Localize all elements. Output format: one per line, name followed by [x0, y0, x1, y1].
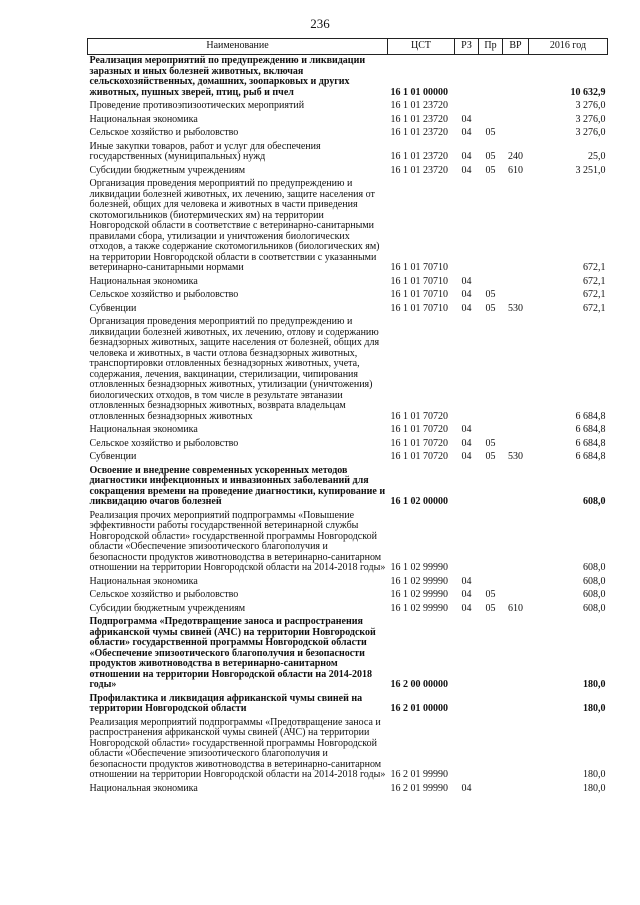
table-row: [88, 141, 608, 165]
table-row: [88, 316, 608, 424]
row-name: Сельское хозяйство и рыболовство: [89, 289, 239, 300]
row-cst: 16 1 02 00000: [390, 496, 448, 507]
row-pr: 05: [485, 451, 496, 462]
row-amount: 608,0: [583, 562, 606, 573]
table-row: [88, 438, 608, 452]
row-rz: [455, 100, 479, 114]
row-amount: 608,0: [583, 589, 606, 600]
row-amount: 6 684,8: [575, 410, 606, 422]
row-vr: [503, 783, 529, 797]
row-vr: [503, 693, 529, 717]
row-amount: 180,0: [583, 782, 606, 794]
row-pr: [479, 510, 503, 576]
row-cst: 16 1 01 23720: [390, 164, 448, 176]
row-cst: 16 1 01 23720: [390, 113, 448, 125]
row-amount: 672,1: [583, 289, 606, 300]
table-row: [88, 289, 608, 303]
row-pr: [479, 424, 503, 438]
header-amount: 2016 год: [529, 39, 608, 55]
row-cst: 16 1 02 99990: [390, 602, 448, 614]
row-amount: 3 251,0: [575, 164, 606, 176]
row-amount: 3 276,0: [575, 100, 606, 111]
table-row: [88, 717, 608, 783]
row-rz: [455, 316, 479, 424]
row-amount: 3 276,0: [575, 113, 606, 125]
row-rz: 04: [461, 127, 472, 138]
row-vr: [503, 100, 529, 114]
row-cst: 16 2 00 00000: [390, 679, 448, 690]
row-amount: 608,0: [583, 496, 606, 507]
row-pr: 05: [485, 164, 496, 176]
row-name: Подпрограмма «Предотвращение заноса и распространения африканской чумы свиней (АЧС) на территории Новгородской области» государственной программы Новгородской области «Обеспечение эпизоотического благополучия и безопасности продуктов животноводства в ветеринарно-санитарном отношении на территории Новгородской области на 2014-2018 годы»: [89, 616, 376, 690]
row-name: Организация проведения мероприятий по предупреждению и ликвидации болезней животных, их лечению, защите населения от болезней, общих для человека и животных в части приведения скотомогильников (биотермических ям) на территории Новгородской области в соответствие с ветеринарно-санитарными правилами сбора, утилизации и уничтожения биологических отходов, а также содержание скотомогильников (биологических ям) на территории Новгородской области в соответствии с указанными ветеринарно-санитарными нормами: [89, 178, 380, 273]
row-name: Профилактика и ликвидация африканской чумы свиней на территории Новгородской области: [89, 692, 363, 714]
header-pr: Пр: [479, 39, 503, 55]
row-name: Национальная экономика: [89, 424, 198, 435]
row-name: Субсидии бюджетным учреждениям: [89, 602, 246, 614]
row-rz: 04: [461, 113, 472, 125]
row-pr: 05: [485, 289, 496, 300]
row-cst: 16 1 01 23720: [390, 151, 448, 162]
row-name: Субвенции: [89, 302, 137, 314]
table-row: [88, 303, 608, 317]
row-name: Национальная экономика: [89, 782, 198, 794]
row-cst: 16 1 01 70720: [390, 424, 448, 435]
row-vr: 530: [508, 302, 523, 314]
table-row: [88, 576, 608, 590]
row-amount: 180,0: [583, 769, 606, 780]
row-vr: [503, 576, 529, 590]
row-name: Национальная экономика: [89, 575, 198, 587]
table-row: [88, 783, 608, 797]
row-name: Субвенции: [89, 451, 137, 462]
table-row: [88, 114, 608, 128]
header-cst: ЦСТ: [388, 39, 455, 55]
row-rz: 04: [461, 602, 472, 614]
row-name: Проведение противоэпизоотических мероприятий: [89, 100, 305, 111]
row-pr: 05: [485, 589, 496, 600]
table-row: [88, 616, 608, 693]
row-amount: 6 684,8: [575, 424, 606, 435]
row-amount: 6 684,8: [575, 451, 606, 462]
row-vr: [503, 178, 529, 276]
header-rz: РЗ: [455, 39, 479, 55]
row-vr: [503, 510, 529, 576]
row-vr: [503, 127, 529, 141]
row-pr: 05: [485, 437, 496, 449]
row-rz: 04: [461, 289, 472, 300]
row-pr: [479, 316, 503, 424]
row-cst: 16 1 01 70720: [390, 451, 448, 462]
row-pr: 05: [485, 302, 496, 314]
row-cst: 16 1 02 99990: [390, 575, 448, 587]
row-amount: 672,1: [583, 262, 606, 273]
table-row: [88, 100, 608, 114]
row-rz: [455, 55, 479, 101]
row-vr: 610: [508, 164, 523, 176]
row-vr: [503, 114, 529, 128]
row-name: Сельское хозяйство и рыболовство: [89, 437, 239, 449]
row-pr: [479, 114, 503, 128]
table-header-row: [88, 39, 608, 55]
row-vr: [503, 316, 529, 424]
row-cst: 16 2 01 99990: [390, 769, 448, 780]
row-amount: 180,0: [583, 703, 606, 714]
row-cst: 16 1 01 00000: [390, 86, 448, 98]
row-amount: 6 684,8: [575, 437, 606, 449]
row-amount: 180,0: [583, 679, 606, 690]
row-cst: 16 1 01 70710: [390, 275, 448, 287]
table-row: [88, 424, 608, 438]
table-row: [88, 165, 608, 179]
header-name: Наименование: [88, 39, 388, 55]
row-name: Национальная экономика: [89, 275, 198, 287]
row-amount: 672,1: [583, 275, 606, 287]
row-cst: 16 1 01 70720: [390, 437, 448, 449]
row-cst: 16 1 01 70710: [390, 262, 448, 273]
row-name: Иные закупки товаров, работ и услуг для обеспечения государственных (муниципальных) нужд: [89, 140, 321, 162]
row-pr: [479, 276, 503, 290]
row-cst: 16 1 01 23720: [390, 127, 448, 138]
row-name: Реализация мероприятий по предупреждению и ликвидации заразных и иных болезней животных, включая сельскохозяйственных, домашних, зоопарковых и других животных, пушных зверей, птиц, рыб и пчел: [89, 55, 366, 98]
row-rz: 04: [461, 164, 472, 176]
row-vr: [503, 465, 529, 510]
row-rz: [455, 178, 479, 276]
row-cst: 16 1 01 70710: [390, 302, 448, 314]
row-vr: [503, 55, 529, 101]
row-rz: [455, 510, 479, 576]
row-vr: 610: [508, 602, 523, 614]
table-row: [88, 178, 608, 276]
row-rz: 04: [461, 275, 472, 287]
row-cst: 16 1 02 99990: [390, 589, 448, 600]
row-vr: [503, 438, 529, 452]
table-row: [88, 55, 608, 101]
row-rz: 04: [461, 437, 472, 449]
row-name: Реализация мероприятий подпрограммы «Предотвращение заноса и распространения африканской чумы свиней (АЧС) на территории Новгородской области» государственной программы Новгородской области «Обеспечение эпизоотического благополучия и безопасности продуктов животноводства в ветеринарно-санитарном отношении на территории Новгородской области на 2014-2018 годы»: [89, 716, 386, 780]
row-vr: [503, 289, 529, 303]
row-cst: 16 2 01 99990: [390, 782, 448, 794]
row-name: Организация проведения мероприятий по предупреждению и ликвидации болезней животных, их лечению, отлову и содержанию безнадзорных животных, защите населения от болезней, общих для человека и животных, в части отлова безнадзорных животных, транспортировки отловленных безнадзорных животных, учета, содержания, лечения, вакцинации, стерилизации, чипирования отловленных безнадзорных животных, утилизации (уничтожения) биологических отходов, в том числе в результате эвтаназии отловленных безнадзорных животных, возврата владельцам отловленных безнадзорных животных: [89, 316, 380, 422]
row-vr: 530: [508, 451, 523, 462]
row-amount: 672,1: [583, 302, 606, 314]
row-rz: [455, 717, 479, 783]
row-rz: [455, 693, 479, 717]
row-cst: 16 1 02 99990: [390, 562, 448, 573]
row-name: Сельское хозяйство и рыболовство: [89, 589, 239, 600]
row-cst: 16 2 01 00000: [390, 703, 448, 714]
table-row: [88, 465, 608, 510]
row-name: Сельское хозяйство и рыболовство: [89, 127, 239, 138]
row-amount: 608,0: [583, 602, 606, 614]
row-pr: [479, 616, 503, 693]
row-name: Освоение и внедрение современных ускоренных методов диагностики инфекционных и инвазионных заболеваний для сокращения времени на проведение диагностики, купирование и ликвидацию очагов болезней: [89, 464, 386, 507]
table-row: [88, 510, 608, 576]
row-rz: 04: [461, 589, 472, 600]
table-row: [88, 451, 608, 465]
row-rz: 04: [461, 424, 472, 435]
row-name: Субсидии бюджетным учреждениям: [89, 164, 246, 176]
table-row: [88, 589, 608, 603]
row-vr: [503, 616, 529, 693]
row-pr: 05: [485, 602, 496, 614]
row-pr: [479, 576, 503, 590]
row-cst: 16 1 01 70720: [390, 410, 448, 422]
row-pr: [479, 693, 503, 717]
row-rz: 04: [461, 782, 472, 794]
header-vr: ВР: [503, 39, 529, 55]
row-pr: [479, 100, 503, 114]
row-pr: 05: [485, 127, 496, 138]
row-pr: [479, 465, 503, 510]
row-pr: [479, 55, 503, 101]
row-pr: [479, 783, 503, 797]
table-row: [88, 127, 608, 141]
row-vr: [503, 424, 529, 438]
row-vr: [503, 276, 529, 290]
row-rz: [455, 616, 479, 693]
row-vr: [503, 589, 529, 603]
row-cst: 16 1 01 70710: [390, 289, 448, 300]
row-cst: 16 1 01 23720: [390, 100, 448, 111]
row-vr: 240: [508, 151, 523, 162]
row-pr: 05: [485, 151, 496, 162]
row-rz: 04: [461, 575, 472, 587]
table-body: [88, 55, 608, 797]
row-rz: [455, 465, 479, 510]
row-pr: [479, 178, 503, 276]
row-rz: 04: [461, 451, 472, 462]
row-rz: 04: [461, 302, 472, 314]
row-vr: [503, 717, 529, 783]
table-row: [88, 693, 608, 717]
row-amount: 25,0: [588, 151, 606, 162]
row-rz: 04: [461, 151, 472, 162]
page-number: 236: [310, 16, 330, 31]
row-amount: 608,0: [583, 575, 606, 587]
budget-table: [87, 38, 608, 796]
table-row: [88, 276, 608, 290]
row-amount: 3 276,0: [575, 127, 606, 138]
row-name: Реализация прочих мероприятий подпрограммы «Повышение эффективности работы государственной ветеринарной службы Новгородской области» государственной программы Новгородской области «Обеспечение эпизоотического благополучия и безопасности продуктов животноводства в ветеринарно-санитарном отношении на территории Новгородской области на 2014-2018 годы»: [89, 509, 386, 573]
row-pr: [479, 717, 503, 783]
row-amount: 10 632,9: [570, 86, 606, 98]
table-row: [88, 603, 608, 617]
row-name: Национальная экономика: [89, 113, 198, 125]
